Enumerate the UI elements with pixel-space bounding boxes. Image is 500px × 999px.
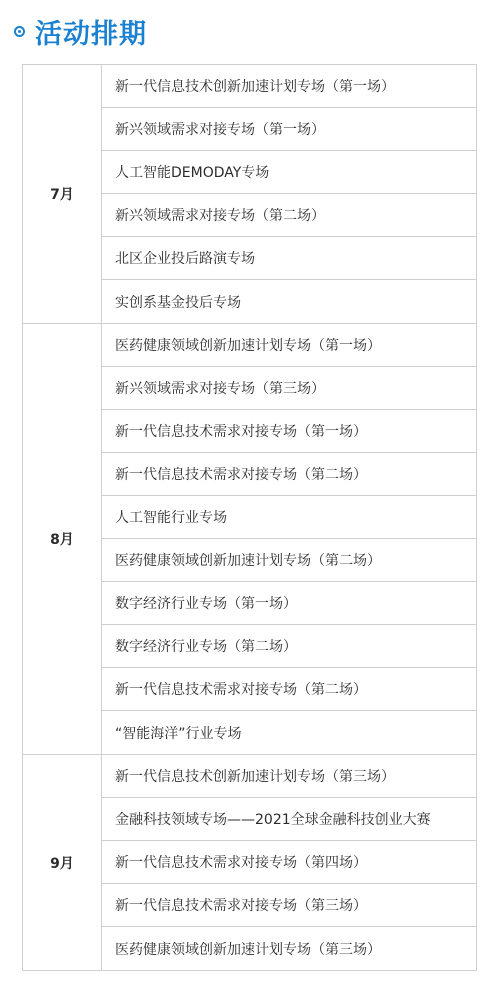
event-list	[102, 324, 476, 754]
event-item: 数字经济行业专场（第二场）	[102, 625, 476, 668]
event-item: 医药健康领域创新加速计划专场（第二场）	[102, 539, 476, 582]
event-item: 数字经济行业专场（第一场）	[102, 582, 476, 625]
event-list	[102, 755, 476, 970]
event-item: 新一代信息技术需求对接专场（第三场）	[102, 884, 476, 927]
month-group-august	[22, 324, 477, 755]
event-item: 人工智能行业专场	[102, 496, 476, 539]
event-item: 新一代信息技术需求对接专场（第二场）	[102, 453, 476, 496]
event-item: 北区企业投后路演专场	[102, 237, 476, 280]
event-item: 医药健康领域创新加速计划专场（第三场）	[115, 941, 381, 958]
schedule-table	[22, 64, 477, 971]
event-list	[102, 65, 476, 323]
event-item: 新一代信息技术需求对接专场（第四场）	[102, 841, 476, 884]
event-item: 人工智能DEMODAY专场	[102, 151, 476, 194]
event-item: 新一代信息技术创新加速计划专场（第三场）	[102, 755, 476, 798]
month-label: 7月	[23, 65, 102, 323]
event-item: 新一代信息技术需求对接专场（第一场）	[102, 410, 476, 453]
event-item: 实创系基金投后专场	[115, 294, 241, 311]
event-item: 新兴领域需求对接专场（第三场）	[102, 367, 476, 410]
month-group-july	[22, 65, 477, 324]
page-title: 活动排期	[35, 18, 147, 50]
event-item: 医药健康领域创新加速计划专场（第一场）	[102, 324, 476, 367]
event-item: 新一代信息技术需求对接专场（第二场）	[102, 668, 476, 711]
month-label: 9月	[23, 755, 102, 970]
month-group-september	[22, 755, 477, 971]
event-item: “智能海洋”行业专场	[115, 725, 242, 742]
month-label: 8月	[23, 324, 102, 754]
circle-dot-icon	[14, 26, 25, 37]
section-header	[14, 10, 147, 52]
event-item: 新一代信息技术创新加速计划专场（第一场）	[102, 65, 476, 108]
event-item: 新兴领域需求对接专场（第二场）	[102, 194, 476, 237]
event-item: 新兴领域需求对接专场（第一场）	[102, 108, 476, 151]
event-item: 金融科技领域专场——2021全球金融科技创业大赛	[102, 798, 476, 841]
